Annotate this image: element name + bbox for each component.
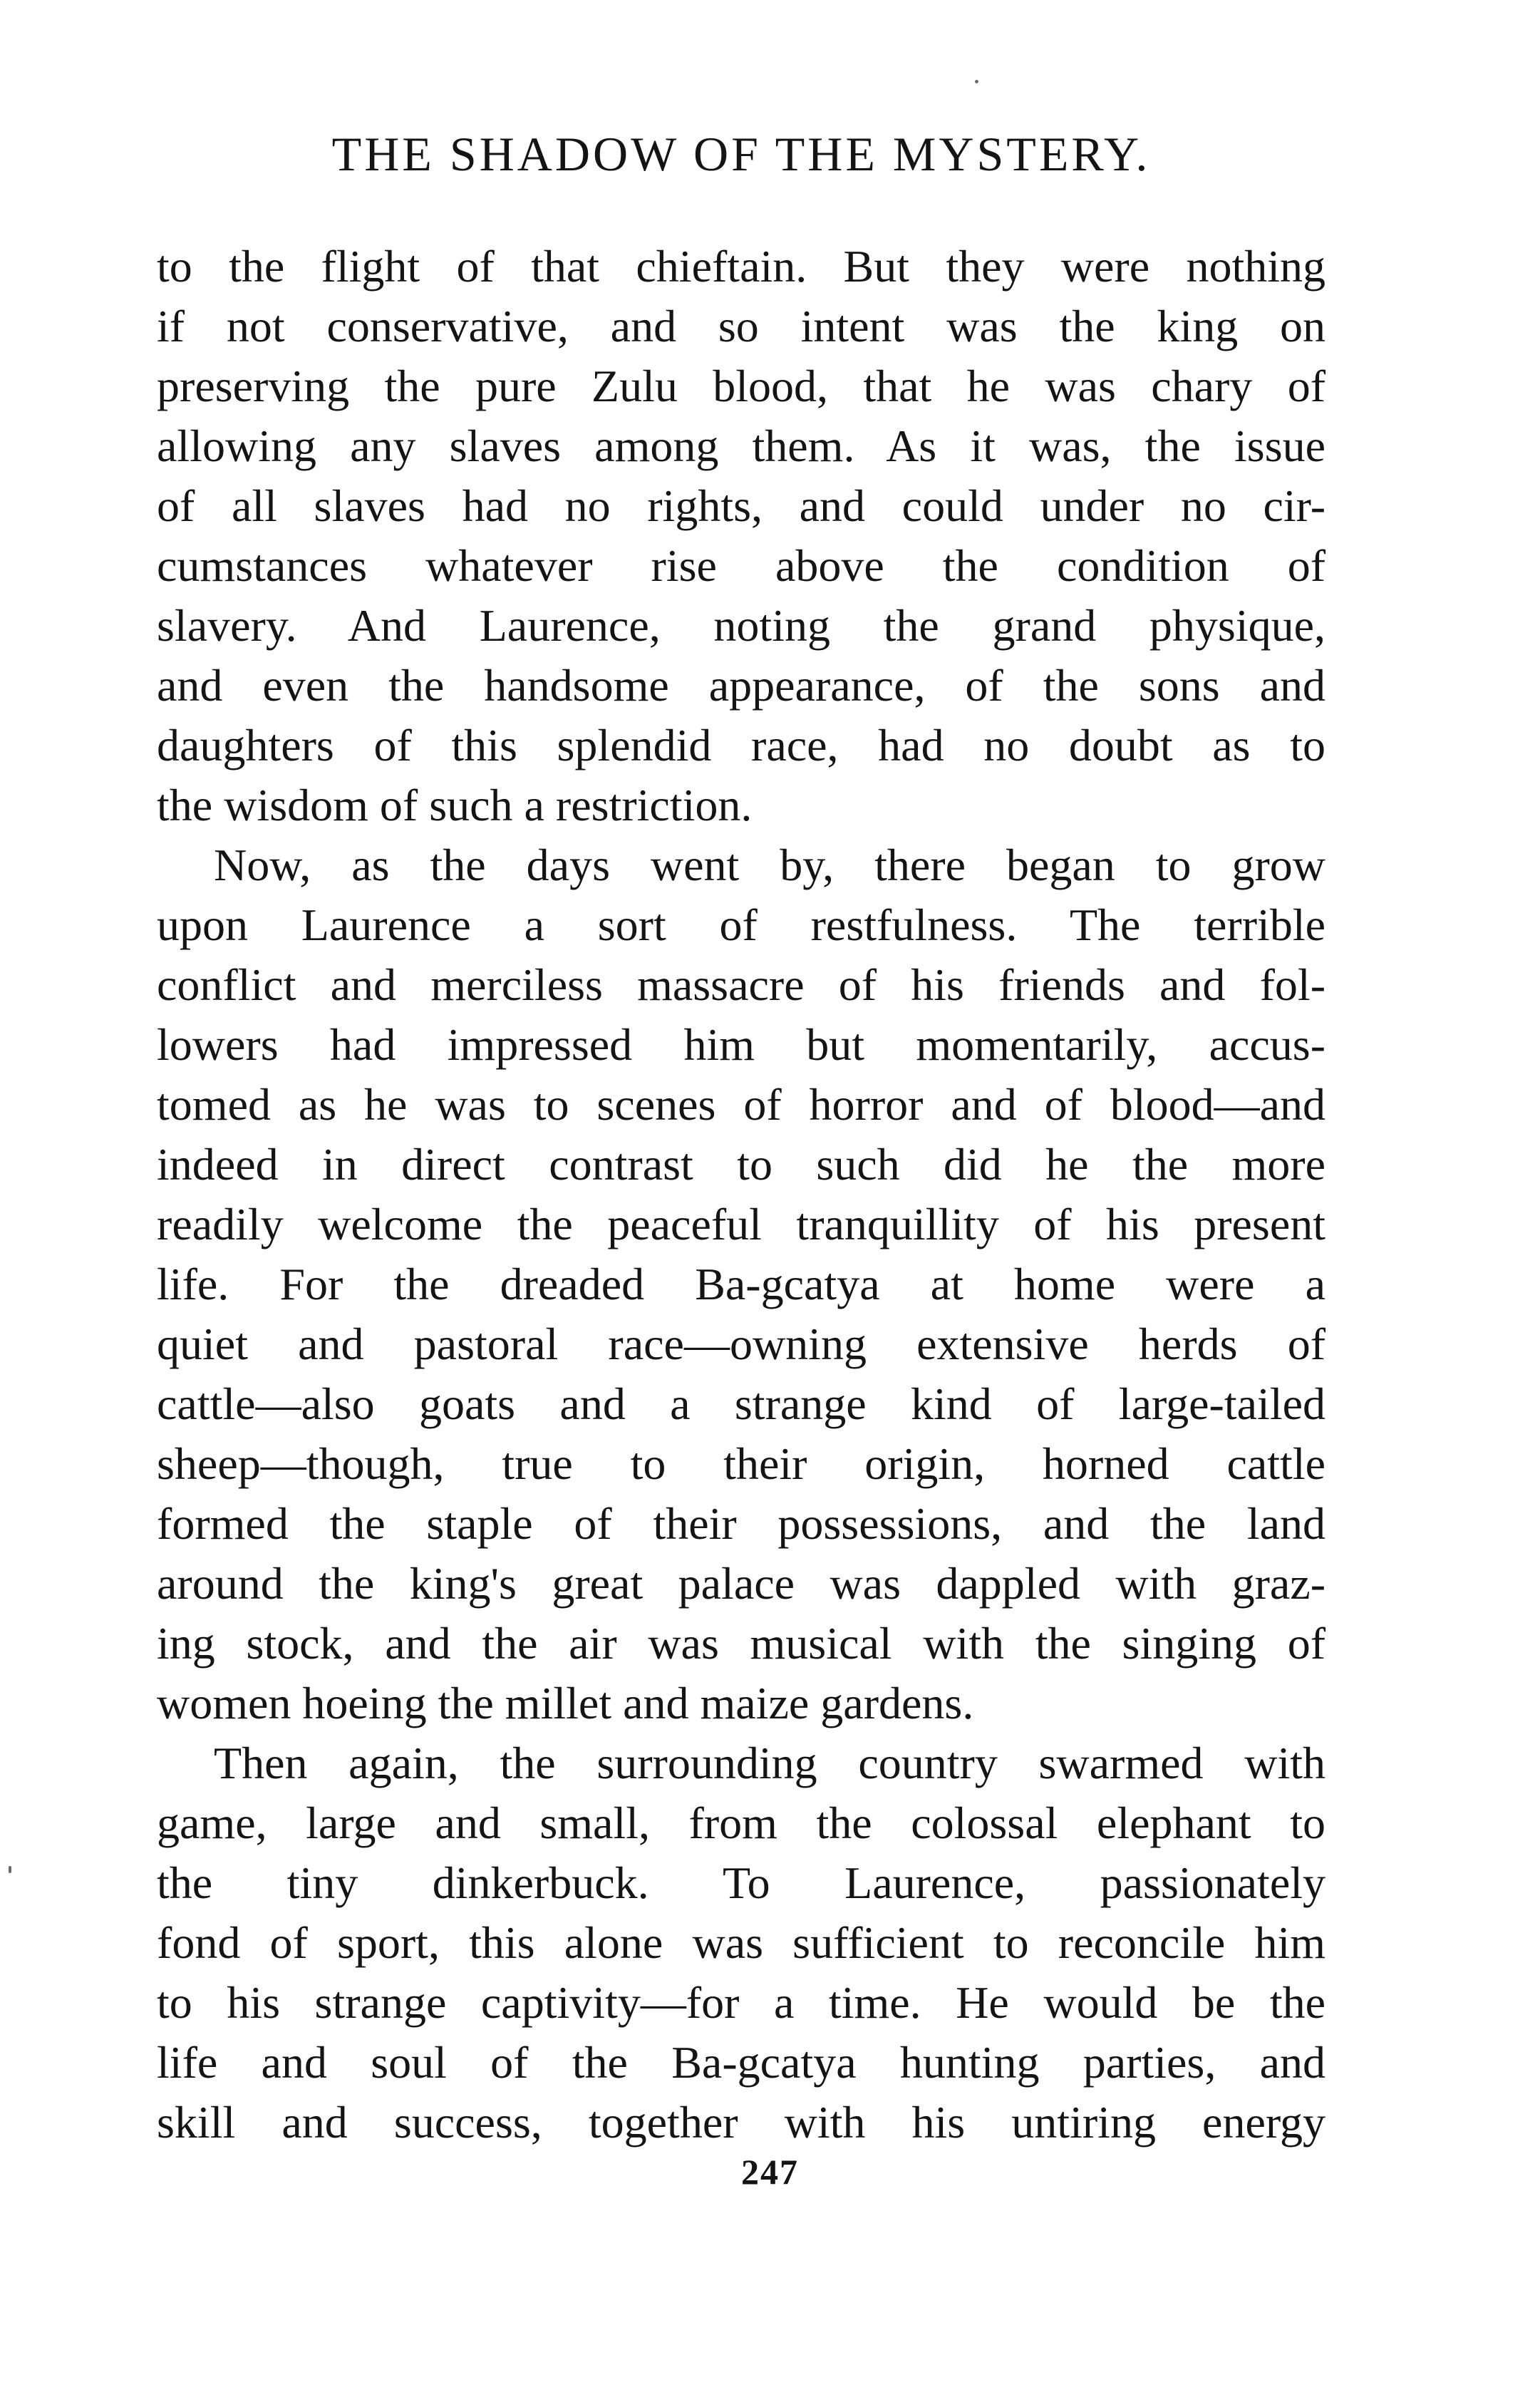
text-line: women hoeing the millet and maize gardens.: [157, 1678, 974, 1728]
text-line: skill and success, together with his untiring energy: [157, 2097, 1325, 2148]
text-line: around the king's great palace was dappled with graz-: [157, 1558, 1325, 1609]
text-line: quiet and pastoral race—owning extensive herds of: [157, 1319, 1325, 1369]
text-line: lowers had impressed him but momentarily, accus-: [157, 1019, 1325, 1070]
text-line: formed the staple of their possessions, and the land: [157, 1498, 1325, 1549]
text-line: readily welcome the peaceful tranquillity of his present: [157, 1199, 1325, 1249]
text-line: the tiny dinkerbuck. To Laurence, passionately: [157, 1857, 1325, 1908]
text-line: preserving the pure Zulu blood, that he was chary of: [157, 361, 1325, 411]
text-line: and even the handsome appearance, of the sons and: [157, 660, 1325, 711]
text-line: ing stock, and the air was musical with the singing of: [157, 1618, 1325, 1669]
paper-speck: [9, 1866, 11, 1873]
text-line: Then again, the surrounding country swarmed with: [214, 1738, 1325, 1788]
page-number: 247: [741, 2152, 799, 2192]
text-line: indeed in direct contrast to such did he the more: [157, 1139, 1325, 1190]
text-line: to his strange captivity—for a time. He would be the: [157, 1977, 1325, 2028]
text-line: sheep—though, true to their origin, horned cattle: [157, 1438, 1325, 1489]
text-line: to the flight of that chieftain. But they were nothing: [157, 241, 1325, 292]
text-line: conflict and merciless massacre of his friends and fol-: [157, 959, 1325, 1010]
text-line: Now, as the days went by, there began to grow: [214, 840, 1325, 890]
body-text: [157, 237, 1325, 2153]
text-line: game, large and small, from the colossal elephant to: [157, 1798, 1325, 1848]
text-line: cumstances whatever rise above the condition of: [157, 540, 1325, 591]
paragraph-2: [157, 835, 1325, 1733]
paper-speck: [975, 80, 978, 83]
text-line: if not conservative, and so intent was the king on: [157, 301, 1325, 351]
text-line: allowing any slaves among them. As it was, the issue: [157, 421, 1325, 471]
running-head: THE SHADOW OF THE MYSTERY.: [331, 127, 1151, 181]
text-line: the wisdom of such a restriction.: [157, 780, 753, 830]
text-line: life and soul of the Ba-gcatya hunting parties, and: [157, 2037, 1325, 2088]
text-line: daughters of this splendid race, had no doubt as to: [157, 720, 1325, 770]
text-line: upon Laurence a sort of restfulness. The terrible: [157, 899, 1325, 950]
text-line: of all slaves had no rights, and could under no cir-: [157, 480, 1325, 531]
text-line: tomed as he was to scenes of horror and of blood—and: [157, 1079, 1325, 1130]
text-line: fond of sport, this alone was sufficient to reconcile him: [157, 1917, 1325, 1968]
paragraph-3: [157, 1733, 1325, 2153]
text-line: life. For the dreaded Ba-gcatya at home were a: [157, 1259, 1325, 1309]
paragraph-1: [157, 237, 1325, 835]
text-line: slavery. And Laurence, noting the grand physique,: [157, 600, 1325, 651]
text-line: cattle—also goats and a strange kind of large-tailed: [157, 1378, 1325, 1429]
